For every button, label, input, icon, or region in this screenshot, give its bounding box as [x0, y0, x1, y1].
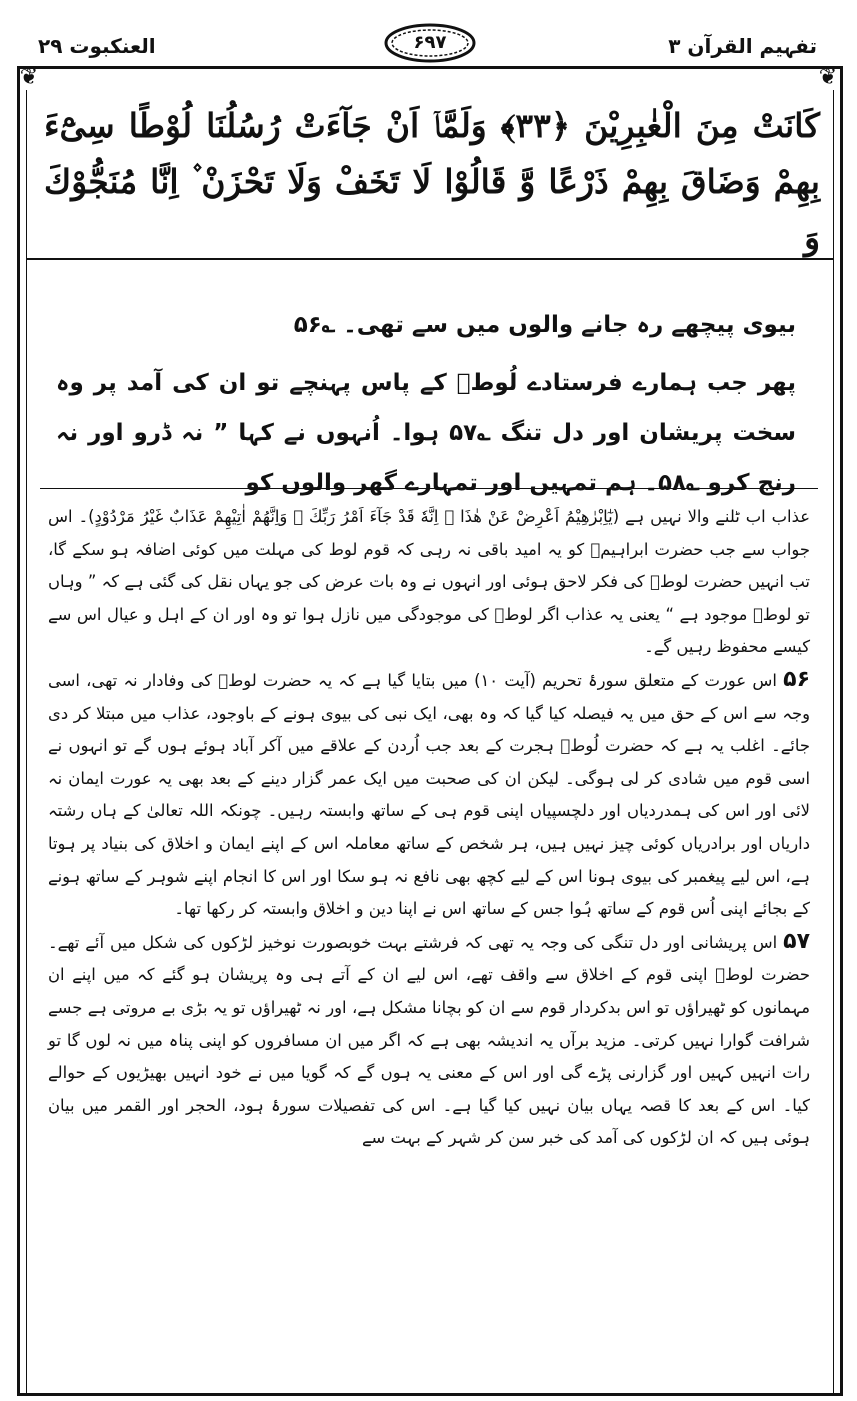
divider	[40, 488, 818, 489]
page-number-badge	[382, 22, 478, 64]
footnote-text: اس عورت کے متعلق سورۂ تحریم (آیت ۱۰) میں بتایا گیا ہے کہ یہ حضرت لوطؑ کی وفادار نہ تھی، اسی وجہ سے اس کے حق میں یہ فیصلہ کیا گیا کہ وہ بھی، ایک نبی کی بیوی ہونے کے باوجود، عذاب میں مبتلا کر دی جائے۔ اغلب یہ ہے کہ حضرت لُوطؑ ہجرت کے بعد جب اُردن کے علاقے میں آکر آباد ہوئے ہوں گے تو انہوں نے اسی قوم میں شادی کر لی ہوگی۔ لیکن ان کی صحبت میں ایک عمر گزار دینے کے بعد بھی یہ عورت ایمان نہ لائی اور اس کی ہمدردیاں اور دلچسپیاں اپنی قوم ہی کے ساتھ وابستہ رہیں۔ چونکہ اللہ تعالیٰ کے ہاں رشتہ داریاں اور برادریاں کوئی چیز نہیں ہیں، ہر شخص کے ساتھ معاملہ اس کے اپنے ایمان و اخلاق کی بنیاد پر ہوتا ہے، اس لیے پیغمبر کی بیوی ہونا اس کے لیے کچھ بھی نافع نہ ہو سکا اور اس کا انجام اپنے شوہر کے ساتھ ہونے کے بجائے اپنی اُس قوم کے ساتھ ہُوا جس کے ساتھ اس نے اپنا دین و اخلاق وابستہ کر رکھا تھا۔	[48, 670, 810, 919]
translation-line: بیوی پیچھے رہ جانے والوں میں سے تھی۔ ؎۵۶	[293, 312, 796, 338]
corner-ornament-icon: ❦	[19, 65, 39, 90]
quran-verse: كَانَتْ مِنَ الْغٰبِرِيْنَ ﴿٣٣﴾ وَلَمَّاۤ اَنْ جَآءَتْ رُسُلُنَا لُوْطًا سِیْٓءَ بِهِمْ وَضَاقَ بِهِمْ ذَرْعًا وَّ قَالُوْا لَا تَخَفْ وَلَا تَحْزَنْ ۫ اِنَّا مُنَجُّوْكَ وَ	[44, 106, 820, 257]
surah-header: العنکبوت ۲۹	[38, 34, 156, 58]
commentary	[48, 500, 810, 1155]
divider	[26, 258, 834, 260]
footnote-text: اس پریشانی اور دل تنگی کی وجہ یہ تھی کہ فرشتے بہت خوبصورت نوخیز لڑکوں کی شکل میں آئے تھے۔ حضرت لوطؑ اپنی قوم کے اخلاق سے واقف تھے، اس لیے ان کے آتے ہی وہ پریشان ہو گئے کہ میں اپنے ان مہمانوں کو ٹھیراؤں تو اس بدکردار قوم سے ان کو بچانا مشکل ہے، اور نہ ٹھیراؤں تو یہ بڑی بے مروتی ہے جسے شرافت گوارا نہیں کرتی۔ مزید برآں یہ اندیشہ بھی ہے کہ اگر میں ان مسافروں کو اپنی پناہ میں نہ لوں گا تو رات انہیں کہیں اور گزارنی پڑے گی اور اس کے معنی یہ ہوں گے کہ گویا میں نے خود انہیں بھیڑیوں کے حوالے کیا۔ اس کے بعد کا قصہ یہاں بیان نہیں کیا گیا ہے۔ اس کی تفصیلات سورۂ ہود، الحجر اور القمر میں بیان ہوئی ہیں کہ ان لڑکوں کی آمد کی خبر سن کر شہر کے بہت سے	[48, 932, 810, 1148]
footnote	[48, 926, 810, 1155]
footnote-number: ۵۶	[783, 666, 810, 692]
page-number: ۶۹۷	[413, 32, 447, 53]
book-header: تفہیم القرآن ۳	[668, 34, 817, 58]
footnote-number: ۵۷	[783, 928, 810, 954]
translation	[56, 300, 796, 516]
running-header	[0, 20, 857, 70]
corner-ornament-icon: ❦	[818, 65, 838, 90]
footnote-text: عذاب اب ٹلنے والا نہیں ہے (يٰٓاِبْرٰهِيْمُ اَعْرِضْ عَنْ هٰذَا ۚ اِنَّهٗ قَدْ جَآءَ اَمْرُ رَبِّكَ ۚ وَاِنَّهُمْ اٰتِيْهِمْ عَذَابٌ غَيْرُ مَرْدُوْدٍ)۔ اس جواب سے جب حضرت ابراہیمؑ کو یہ امید باقی نہ رہی کہ قوم لوط کی مہلت میں کوئی اضافہ ہو سکے گا، تب انہیں حضرت لوطؑ کی فکر لاحق ہوئی اور انہوں نے وہ بات عرض کی جو یہاں نقل کی گئی ہے کہ ” وہاں تو لوطؑ موجود ہے “ یعنی یہ عذاب اگر لوطؑ کی موجودگی میں نازل ہوا تو وہ اور ان کے اہل و عیال اس سے کیسے محفوظ رہیں گے۔	[48, 507, 810, 657]
footnote	[48, 500, 810, 664]
footnote	[48, 664, 810, 926]
translation-line: پھر جب ہمارے فرستادے لُوطؑ کے پاس پہنچے تو ان کی آمد پر وہ سخت پریشان اور دل تنگ ؎۵۷ ہوا۔ اُنہوں نے کہا ” نہ ڈرو اور نہ رنج کرو ؎۵۸۔ ہم تمہیں اور تمہارے گھر والوں کو	[56, 370, 796, 496]
